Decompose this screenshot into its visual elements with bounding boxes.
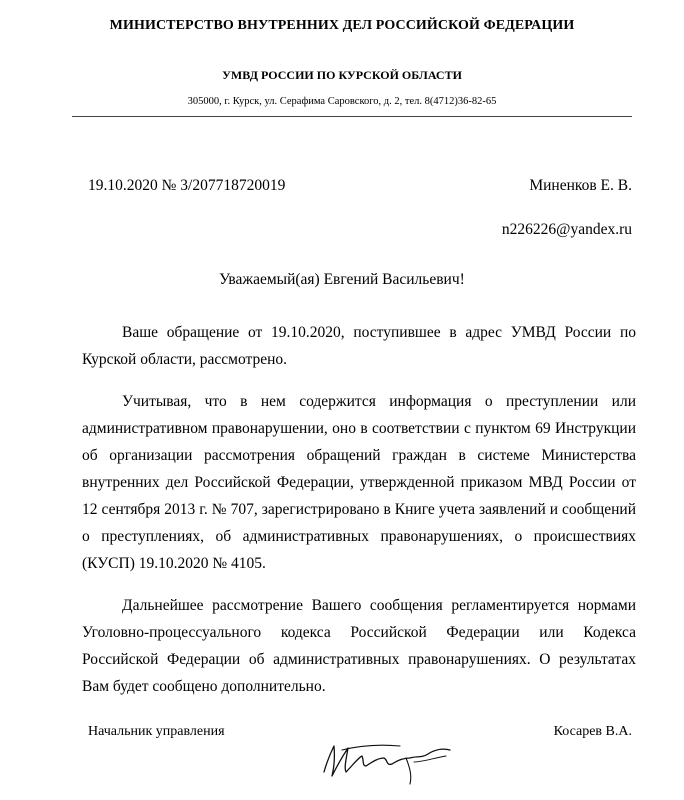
department-address: 305000, г. Курск, ул. Серафима Саровского, д. 2, тел. 8(4712)36-82-65 bbox=[187, 96, 497, 107]
recipient-email: n226226@yandex.ru bbox=[501, 221, 632, 238]
salutation: Уважаемый(ая) Евгений Васильевич! bbox=[219, 271, 465, 288]
registration-date-number: 19.10.2020 № 3/207718720019 bbox=[88, 177, 286, 194]
header-divider bbox=[72, 116, 632, 117]
signatory-position: Начальник управления bbox=[88, 724, 225, 739]
paragraph: Дальнейшее рассмотрение Вашего сообщения регламентируется нормами Уголовно-процессуального кодекса Российской Федерации или Кодекса Российской Федерации об административных правонарушениях. О результатах Вам будет сообщено дополнительно. bbox=[82, 597, 636, 695]
paragraph: Учитывая, что в нем содержится информация о преступлении или административном правонарушении, оно в соответствии с пунктом 69 Инструкции об организации рассмотрения обращений граждан в системе Министерства внутренних дел Российской Федерации, утвержденной приказом МВД России от 12 сентября 2013 г. № 707, зарегистрировано в Книге учета заявлений и сообщений о преступлениях, об административных правонарушениях, о происшествиях (КУСП) 19.10.2020 № 4105. bbox=[82, 393, 636, 572]
department-title: УМВД РОССИИ ПО КУРСКОЙ ОБЛАСТИ bbox=[222, 68, 462, 82]
paragraph: Ваше обращение от 19.10.2020, поступившее в адрес УМВД России по Курской области, рассмотрено. bbox=[82, 324, 636, 368]
recipient-name: Миненков Е. В. bbox=[529, 177, 632, 194]
handwritten-signature bbox=[318, 728, 458, 788]
letter-body bbox=[82, 319, 636, 715]
ministry-title: МИНИСТЕРСТВО ВНУТРЕННИХ ДЕЛ РОССИЙСКОЙ ФЕДЕРАЦИИ bbox=[109, 18, 575, 33]
signatory-name: Косарев В.А. bbox=[553, 724, 632, 739]
